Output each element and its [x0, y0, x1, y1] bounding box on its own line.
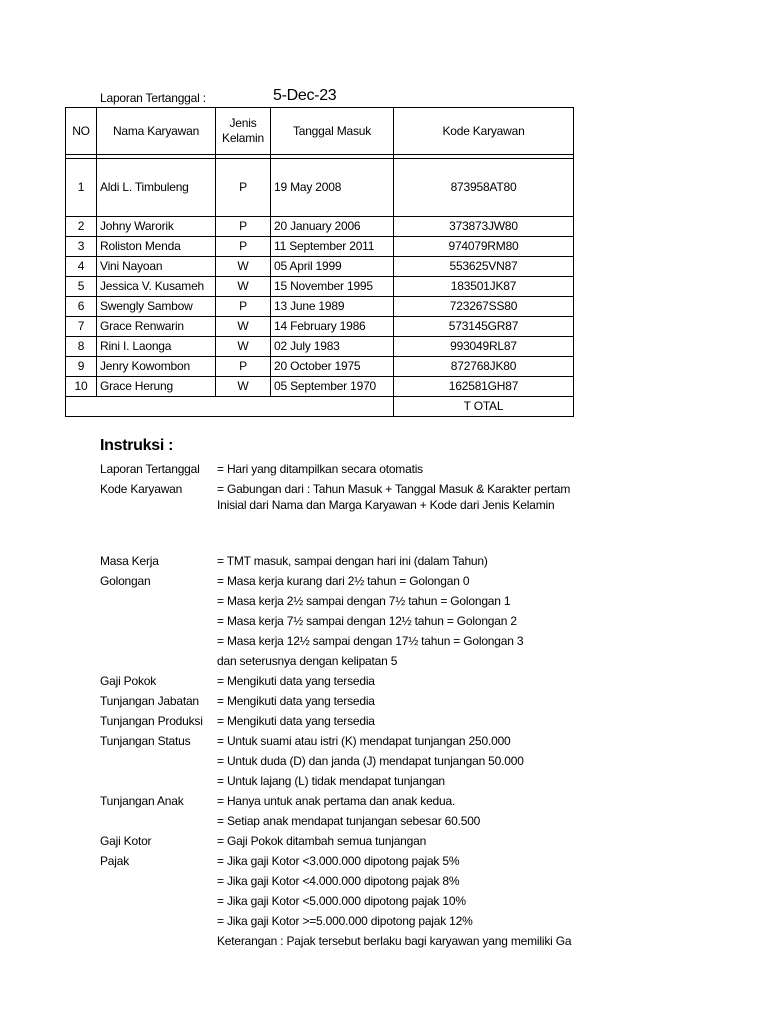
- table-row: [66, 257, 574, 277]
- cell-date: 20 October 1975: [271, 357, 394, 377]
- instruction-row: [100, 771, 574, 791]
- instruction-label: Tunjangan Jabatan: [100, 694, 199, 708]
- cell-date: 20 January 2006: [271, 217, 394, 237]
- cell-name: Vini Nayoan: [97, 257, 216, 277]
- instruction-row: [100, 731, 574, 751]
- cell-code: 553625VN87: [394, 257, 574, 277]
- instruction-row: [100, 571, 574, 591]
- report-date-value: 5-Dec-23: [273, 87, 337, 104]
- cell-no: 1: [66, 159, 97, 217]
- cell-no: 2: [66, 217, 97, 237]
- instruction-text: = Masa kerja 12½ sampai dengan 17½ tahun = Golongan 3: [217, 634, 524, 648]
- table-row: [66, 317, 574, 337]
- column-header-no: NO: [66, 108, 97, 155]
- cell-no: 8: [66, 337, 97, 357]
- cell-name: Swengly Sambow: [97, 297, 216, 317]
- cell-code: 993049RL87: [394, 337, 574, 357]
- instruction-label: Laporan Tertanggal: [100, 462, 200, 476]
- column-header-date: Tanggal Masuk: [271, 108, 394, 155]
- cell-gender: W: [216, 257, 271, 277]
- cell-gender: P: [216, 357, 271, 377]
- instruction-text: Keterangan : Pajak tersebut berlaku bagi karyawan yang memiliki Ga: [217, 934, 572, 948]
- employee-table: [65, 107, 574, 417]
- instruction-label: Tunjangan Status: [100, 734, 191, 748]
- instruction-label: Golongan: [100, 574, 151, 588]
- table-row: [66, 357, 574, 377]
- cell-date: 05 September 1970: [271, 377, 394, 397]
- total-blank-cell: [66, 397, 394, 417]
- cell-name: Jenry Kowombon: [97, 357, 216, 377]
- instruction-row: [100, 871, 574, 891]
- table-row: [66, 237, 574, 257]
- column-header-name: Nama Karyawan: [97, 108, 216, 155]
- cell-name: Grace Herung: [97, 377, 216, 397]
- instruction-row: [100, 711, 574, 731]
- instruction-text: = Gabungan dari : Tahun Masuk + Tanggal Masuk & Karakter pertam: [217, 482, 571, 496]
- instruction-text: = Jika gaji Kotor <4.000.000 dipotong pajak 8%: [217, 874, 460, 888]
- table-row: [66, 159, 574, 217]
- instruction-row: [100, 831, 574, 851]
- instruction-row: [100, 851, 574, 871]
- instruction-row: [100, 591, 574, 611]
- table-row: [66, 297, 574, 317]
- instruction-text: = Masa kerja 2½ sampai dengan 7½ tahun = Golongan 1: [217, 594, 511, 608]
- report-date-label: Laporan Tertanggal :: [100, 91, 206, 105]
- cell-code: 162581GH87: [394, 377, 574, 397]
- cell-date: 14 February 1986: [271, 317, 394, 337]
- instruction-text: Inisial dari Nama dan Marga Karyawan + Kode dari Jenis Kelamin: [217, 498, 555, 512]
- instruction-text: = Untuk lajang (L) tidak mendapat tunjangan: [217, 774, 445, 788]
- instruction-row: [100, 459, 574, 479]
- instruction-label: Pajak: [100, 854, 130, 868]
- instruction-text: = Untuk duda (D) dan janda (J) mendapat tunjangan 50.000: [217, 754, 524, 768]
- instruction-text: = Masa kerja 7½ sampai dengan 12½ tahun = Golongan 2: [217, 614, 517, 628]
- instruction-row: [100, 931, 574, 951]
- instruction-label: Gaji Pokok: [100, 674, 157, 688]
- cell-name: Johny Warorik: [97, 217, 216, 237]
- instruction-text: = Hari yang ditampilkan secara otomatis: [217, 462, 423, 476]
- cell-code: 872768JK80: [394, 357, 574, 377]
- cell-gender: W: [216, 377, 271, 397]
- instruction-text: = Untuk suami atau istri (K) mendapat tunjangan 250.000: [217, 734, 511, 748]
- table-row: [66, 217, 574, 237]
- cell-no: 4: [66, 257, 97, 277]
- cell-no: 3: [66, 237, 97, 257]
- cell-code: 873958AT80: [394, 159, 574, 217]
- cell-gender: W: [216, 337, 271, 357]
- cell-date: 19 May 2008: [271, 159, 394, 217]
- cell-gender: P: [216, 237, 271, 257]
- table-row: [66, 337, 574, 357]
- instruction-text: = Hanya untuk anak pertama dan anak kedua.: [217, 794, 456, 808]
- instruction-row: [100, 671, 574, 691]
- instruction-text: = Masa kerja kurang dari 2½ tahun = Golongan 0: [217, 574, 470, 588]
- instruction-label: Tunjangan Produksi: [100, 714, 203, 728]
- cell-date: 11 September 2011: [271, 237, 394, 257]
- cell-gender: W: [216, 277, 271, 297]
- cell-code: 183501JK87: [394, 277, 574, 297]
- instructions-heading: Instruksi :: [100, 437, 174, 454]
- instruction-text: = Jika gaji Kotor <3.000.000 dipotong pajak 5%: [217, 854, 460, 868]
- instruction-text: = Setiap anak mendapat tunjangan sebesar 60.500: [217, 814, 481, 828]
- instruction-row: [100, 631, 574, 651]
- cell-name: Roliston Menda: [97, 237, 216, 257]
- cell-no: 9: [66, 357, 97, 377]
- instruction-row: [100, 611, 574, 631]
- cell-code: 573145GR87: [394, 317, 574, 337]
- instruction-text: = Mengikuti data yang tersedia: [217, 694, 375, 708]
- cell-gender: W: [216, 317, 271, 337]
- cell-date: 13 June 1989: [271, 297, 394, 317]
- instruction-text: = Mengikuti data yang tersedia: [217, 674, 375, 688]
- cell-code: 974079RM80: [394, 237, 574, 257]
- instruction-row: [100, 811, 574, 831]
- cell-date: 15 November 1995: [271, 277, 394, 297]
- instruction-row: [100, 691, 574, 711]
- cell-no: 6: [66, 297, 97, 317]
- table-row: [66, 377, 574, 397]
- cell-no: 10: [66, 377, 97, 397]
- cell-code: 723267SS80: [394, 297, 574, 317]
- cell-name: Grace Renwarin: [97, 317, 216, 337]
- instruction-label: Tunjangan Anak: [100, 794, 184, 808]
- instruction-row: [100, 651, 574, 671]
- instruction-label: Kode Karyawan: [100, 482, 183, 496]
- column-header-code: Kode Karyawan: [394, 108, 574, 155]
- cell-date: 05 April 1999: [271, 257, 394, 277]
- instruction-text: = Jika gaji Kotor >=5.000.000 dipotong pajak 12%: [217, 914, 473, 928]
- cell-code: 373873JW80: [394, 217, 574, 237]
- instruction-row: [100, 751, 574, 771]
- cell-no: 7: [66, 317, 97, 337]
- cell-no: 5: [66, 277, 97, 297]
- instruction-label: Masa Kerja: [100, 554, 159, 568]
- cell-gender: P: [216, 217, 271, 237]
- cell-name: Jessica V. Kusameh: [97, 277, 216, 297]
- cell-date: 02 July 1983: [271, 337, 394, 357]
- column-header-gender: Jenis Kelamin: [216, 108, 271, 155]
- instruction-row: [100, 891, 574, 911]
- table-header-row: [66, 108, 574, 155]
- total-label: T OTAL: [394, 397, 574, 417]
- instruction-row: [100, 495, 574, 515]
- instruction-text: dan seterusnya dengan kelipatan 5: [217, 654, 398, 668]
- instruction-text: = TMT masuk, sampai dengan hari ini (dalam Tahun): [217, 554, 488, 568]
- total-row: [66, 397, 574, 417]
- cell-name: Aldi L. Timbuleng: [97, 159, 216, 217]
- cell-gender: P: [216, 159, 271, 217]
- instruction-label: Gaji Kotor: [100, 834, 152, 848]
- instruction-row: [100, 551, 574, 571]
- instruction-row: [100, 791, 574, 811]
- instruction-row: [100, 911, 574, 931]
- instruction-text: = Jika gaji Kotor <5.000.000 dipotong pajak 10%: [217, 894, 466, 908]
- cell-name: Rini I. Laonga: [97, 337, 216, 357]
- table-row: [66, 277, 574, 297]
- instruction-text: = Mengikuti data yang tersedia: [217, 714, 375, 728]
- cell-gender: P: [216, 297, 271, 317]
- instruction-text: = Gaji Pokok ditambah semua tunjangan: [217, 834, 427, 848]
